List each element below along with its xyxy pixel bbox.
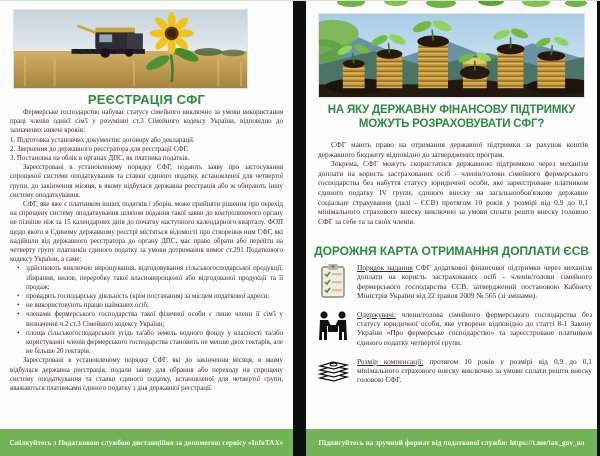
item-lead: Розмір компенсації: (357, 356, 424, 366)
paragraph: Зареєстровані в установленому порядку СФГ, які до закінчення місяця, в якому відбулася державна реєстрація, подали заяву для обрання або переходу на спрощену систему оподаткування та ставки єдиного податку, встановленої для четвертої групи, вважаються платниками єдиного податку з дня державної реєстрації. (10, 357, 283, 393)
right-footer-banner: Підписуйтесь на зручний формат від податкової служби: https://t.me/tax_gov_ua (306, 429, 597, 456)
step-item: 1. Підготовка установчих документів: договору або декларації. (10, 136, 195, 144)
leaf-strip-decoration (306, 1, 597, 9)
list-item: • провадять господарську діяльність (крім постачання) за місцем податкової адреси; (26, 292, 283, 301)
list-item: • членами фермерського господарства такої фізичної особи є лише члени її сім'ї у визначенні ч.2 ст.3 Сімейного кодексу України; (26, 310, 283, 328)
registration-text (10, 108, 283, 393)
roadmap-item-compensation (316, 357, 592, 385)
support-text (318, 140, 588, 226)
item-text: члени/голова сімейного фермерського господарства без статусу юридичної особи, яке утворене відповідно до статті 8-1 Закону України «Про фермерське господарство» та зареєстроване платником єдиного податку четвертої групи. (357, 309, 592, 347)
list-item: • здійснюють виключно вирощування, відгодовування сільськогосподарської продукції, збирання, вилов, переробку такої власновирощеної або відгодованої продукції та її продаж; (26, 264, 283, 292)
conditions-list (10, 264, 283, 356)
wheat-field-harvester-photo (13, 9, 248, 89)
item-text: протягом 10 років у розмірі від 0,9 до 0,1 мінімального страхового внеску виключно за умови сплати решти внеску головою СФГ. (357, 356, 592, 385)
item-lead: Порядок надання (357, 263, 413, 272)
page-registration (0, 1, 293, 456)
clipboard-checklist-icon (316, 263, 350, 299)
handshake-icon (316, 310, 350, 348)
left-footer-banner: Спілкуйтесь з Податковою службою дистанційно за допомогою сервісу «InfoTAX» (0, 429, 293, 456)
roadmap-item-recipients (316, 310, 592, 348)
paragraph: Зареєстровані в установленому порядку СФГ, подають заяву про застосування спрощеної системи оподаткування та ставки єдиного податку, встановленої для четвертої групи, до закінчення місяця, в якому відбулася державна реєстрація або ж обирають іншу систему оподаткування. (10, 164, 283, 199)
paragraph: СФГ мають право на отримання державної підтримки за рахунок коштів державного бюджету відповідно до затверджених програм. (318, 140, 588, 159)
item-lead: Одержувачі: (357, 309, 396, 319)
registration-steps (10, 136, 283, 164)
page-divider (293, 1, 306, 456)
coins-sprouts-photo (318, 13, 585, 98)
item-text: СФГ додаткової фінансової підтримки через механізм доплати на користь застрахованих осіб - членів/голови сімейного фермерського господарства ЄСВ, затверджений постановою Кабінету Міністрів України від 22 травня 2009 № 565 (зі змінами). (357, 263, 592, 301)
step-item: 2. Звернення до державного реєстратора для реєстрації СФГ. (10, 145, 189, 153)
page-support (306, 1, 597, 456)
page-title: РЕЄСТРАЦІЯ СФГ (87, 92, 206, 107)
money-stack-icon (316, 357, 350, 383)
roadmap-items (316, 263, 592, 394)
list-item: • площа сільськогосподарських угідь та/або земель водного фонду у власності та/або користуванні членів фермерського господарства становить не менше двох гектарів, але не більше 20 гектарів. (26, 329, 283, 357)
paragraph: СФГ, яке вже є платником інших податків і зборів, може прийняти рішення про перехід на спрощену систему оподаткування шляхом подання такої заяви до контролюючого органу не пізніше ніж за 15 календарних днів до початку наступного календарного кварталу. ФОП щодо якого в Єдиному державному реєстрі містяться відомості про створення ним СФГ, які надійшли від державного реєстратора до органу ДПС, має право обрати або перейти на четверту групу платників єдиного податку за умови дотримання вимог ст.291 Податкового кодексу України, а саме: (10, 201, 283, 264)
step-item: 3. Постановка на облік в органах ДПС, як платника податків. (10, 155, 190, 163)
list-item: • не використовують працю найманих осіб; (26, 301, 283, 310)
page-title: НА ЯКУ ДЕРЖАВНУ ФІНАНСОВУ ПІДТРИМКУ МОЖУТЬ РОЗРАХОВУВАТИ СФГ? (327, 104, 576, 130)
intro-paragraph: Фермерське господарство набуває статусу сімейного виключно за умови використання праці членів однієї сім'ї у розумінні ст.3 Сімейного кодексу України, відповідно до зазначених нижче кроків: (10, 109, 283, 135)
paragraph: Зокрема, СФГ можуть скористатися державною підтримкою через механізм доплати на користь застрахованих осіб - членів/голови сімейного фермерського господарства без набуття статусу юридичної особи, яке зареєстроване платником єдиного податку IV групи, єдиного внеску на загальнообов'язкове державне соціальне страхування (далі - ЄСВ) протягом 10 років у розмірі від 0,9 до 0,1 мінімального страхового внеску виключно за умови сплати решти внеску головою СФГ за себе та за своїх членів. (318, 159, 588, 226)
roadmap-item-procedure (316, 263, 592, 301)
roadmap-title: ДОРОЖНЯ КАРТА ОТРИМАННЯ ДОПЛАТИ ЄСВ (314, 244, 589, 258)
